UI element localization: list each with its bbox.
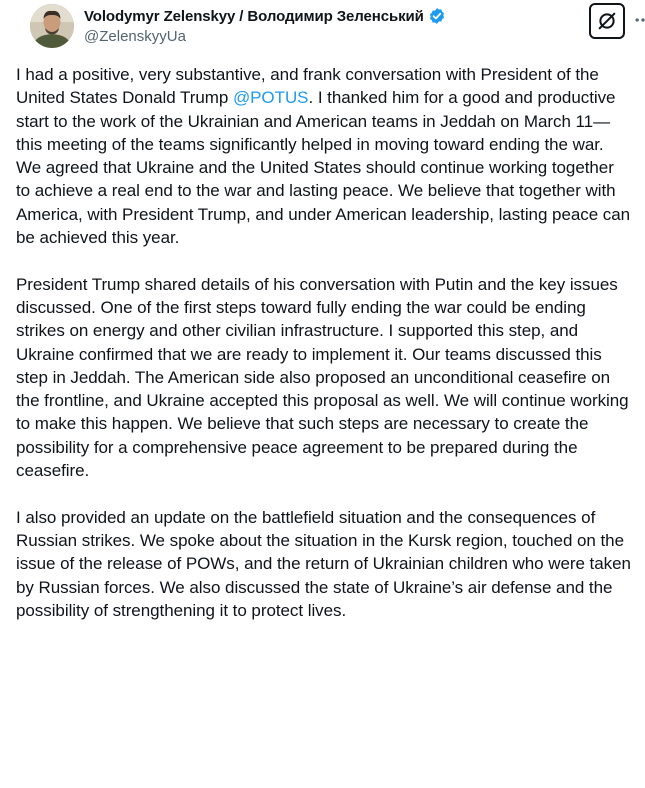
mention-link-potus[interactable]: @POTUS <box>232 88 309 108</box>
more-options-icon <box>633 10 645 30</box>
post-paragraph-1-end: . I thanked him for a good and productive start to the work of the Ukrainian and American teams in Jeddah on March 11—this meeting of the teams significantly helped in moving toward ending the war. We agreed that Ukraine and the United States should continue working together to achieve a real end to the war and lasting peace. We believe that together with America, with President Trump, and under American leadership, lasting peace can be achieved this year. <box>16 88 631 248</box>
author-handle[interactable]: @ZelenskyyUa <box>84 28 186 45</box>
verified-badge-icon[interactable] <box>428 7 446 25</box>
post-header <box>16 0 629 56</box>
post-paragraph-1 <box>16 63 632 249</box>
post-paragraph-2: President Trump shared details of his conversation with Putin and the key issues discussed. One of the first steps toward fully ending the war could be ending strikes on energy and other civilian infrastructure. I supported this step, and Ukraine confirmed that we are ready to implement it. Our teams discussed this step in Jeddah. The American side also proposed an unconditional ceasefire on the frontline, and Ukraine accepted this proposal as well. We will continue working to make this happen. We believe that such steps are necessary to create the possibility for a comprehensive peace agreement to be prepared during the ceasefire. <box>16 274 629 481</box>
author-display-name[interactable]: Volodymyr Zelenskyy / Володимир Зеленський <box>84 7 424 25</box>
grok-icon <box>596 10 618 32</box>
post-text <box>16 63 632 645</box>
avatar-photo <box>30 4 74 48</box>
more-options-button[interactable] <box>633 10 645 30</box>
grok-button[interactable] <box>589 3 625 39</box>
post-paragraph-1-start: I had a positive, very substantive, and frank conversation with President of the United States Donald Trump <box>16 65 599 108</box>
post-paragraph-3: I also provided an update on the battlefield situation and the consequences of Russian strikes. We spoke about the situation in the Kursk region, touched on the issue of the release of POWs, and the return of Ukrainian children who were taken by Russian forces. We also discussed the state of Ukraine’s air defense and the possibility of strengthening it to protect lives. <box>16 507 631 620</box>
name-row <box>84 6 446 26</box>
author-info <box>84 6 446 45</box>
avatar[interactable] <box>30 4 74 48</box>
